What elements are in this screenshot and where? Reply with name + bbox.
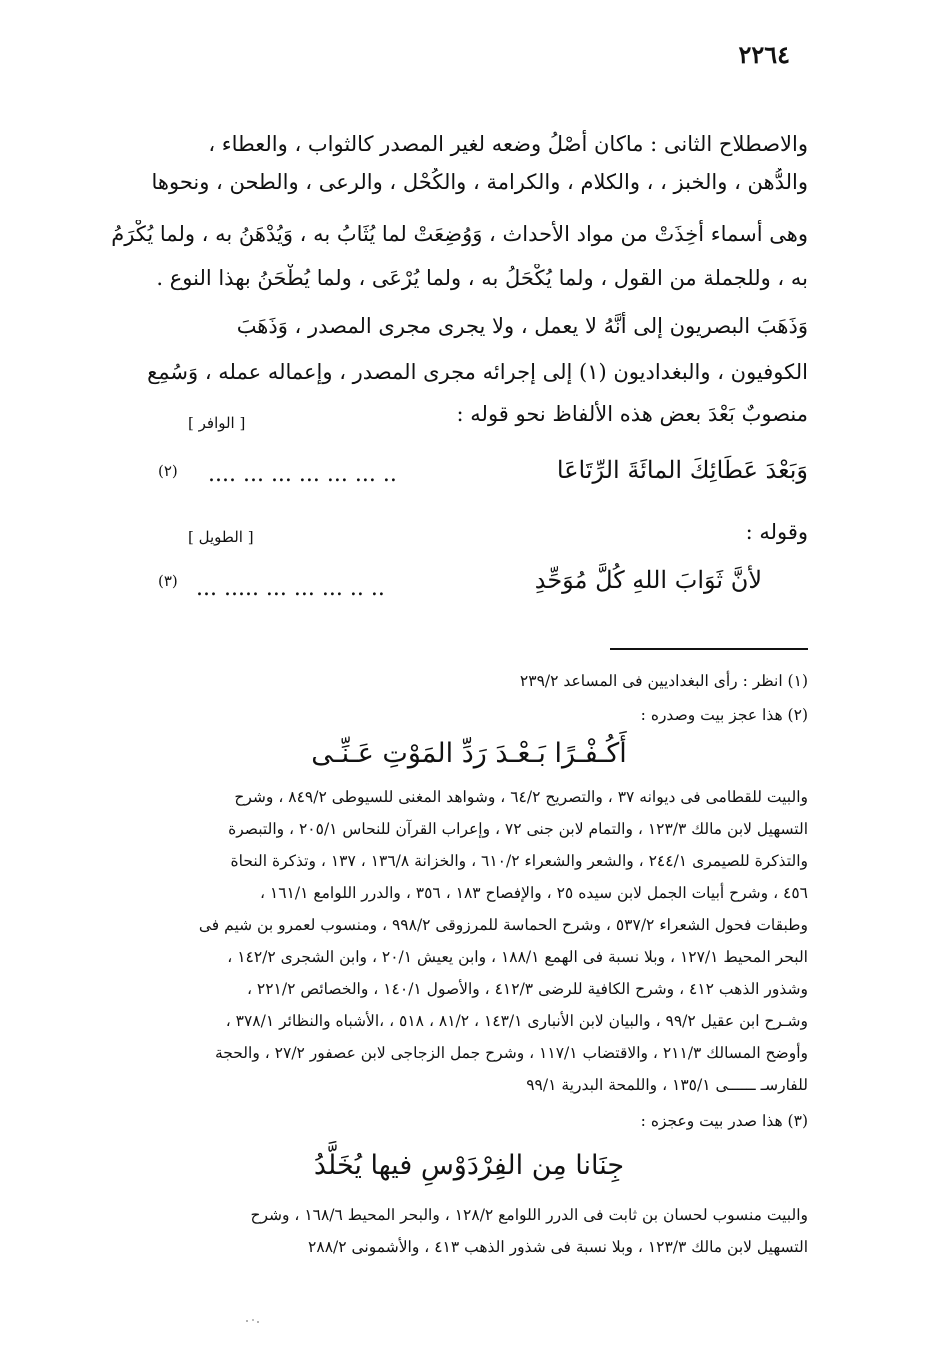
body-line: منصوبٌ بَعْدَ بعض هذه الألفاظ نحو قوله : [456, 402, 808, 426]
footnote-2-line: وشذور الذهب ٤١٢ ، وشرح الكافية للرضى ٤١٢/٣ ، والأصول ١٤٠/١ ، والخصائص ٢٢١/٢ ، [246, 980, 808, 998]
body-line: الكوفيون ، والبغداديون (١) إلى إجرائه مجرى المصدر ، وإعماله عمله ، وَسُمِع [147, 360, 808, 384]
body-line: وَذَهَبَ البصريون إلى أَنَّهُ لا يعمل ، ولا يجرى مجرى المصدر ، وَذَهَبَ [236, 314, 808, 338]
footnote-3-hemistich: جِنَانا مِن الفِرْدَوْسِ فيها يُخَلَّدُ [313, 1150, 625, 1181]
footnote-2-line: وشـرح ابن عقيل ٩٩/٢ ، والبيان لابن الأنبارى ١٤٣/١ ، ٨١/٢ ، ٥١٨ ، ،الأشباه والنظائر ٣٧٨/١ ، [225, 1012, 808, 1030]
body-line: به ، وللجملة من القول ، ولما يُكْحَلُ به ، ولما يُرْعَى ، ولما يُطْحَنُ بهذا النوع . [156, 266, 808, 290]
verse-ellipsis: .... ... ... ... ... ... .. [208, 462, 397, 487]
footnote-2-hemistich: أَكُـفْـرًا بَـعْـدَ رَدِّ المَوْتِ عَـنِّـى [311, 738, 627, 769]
footnote-3-line: والبيت منسوب لحسان بن ثابت فى الدرر اللوامع ١٢٨/٢ ، والبحر المحيط ١٦٨/٦ ، وشرح [250, 1206, 808, 1224]
footnote-2-line: والتذكرة للصيمرى ٢٤٤/١ ، والشعر والشعراء ٦١٠/٢ ، والخزانة ١٣٦/٨ ، ١٣٧ ، وتذكرة النحاة [230, 852, 808, 870]
verse-hemistich: لأنَّ ثَوَابَ اللهِ كُلَّ مُوَحِّدِ [534, 566, 762, 594]
footnote-separator [610, 648, 808, 650]
footnote-2-line: ٤٥٦ ، وشرح أبيات الجمل لابن سيده ٢٥ ، والإفصاح ١٨٣ ، ٣٥٦ ، والدرر اللوامع ١٦١/١ ، [259, 884, 808, 902]
body-line: والاصطلاح الثانى : ماكان أَصْلُ وضعه لغير المصدر كالثواب ، والعطاء ، [208, 132, 808, 156]
page-number: ٢٢٦٤ [738, 40, 790, 69]
footnote-ref: (٢) [158, 462, 178, 480]
footnote-ref: (٣) [158, 572, 178, 590]
meter-label-tawil: [ الطويل ] [188, 528, 254, 546]
verse-ellipsis: ... ..... ... ... ... .. .. [196, 576, 385, 601]
verse-hemistich: وَبَعْدَ عَطَائِكَ المائَةَ الرِّتَاعَا [556, 456, 808, 484]
footnote-2-line: التسهيل لابن مالك ١٢٣/٣ ، والتمام لابن جنى ٧٢ ، وإعراب القرآن للنحاس ٢٠٥/١ ، والتبصرة [228, 820, 808, 838]
footnote-2-line: وطبقات فحول الشعراء ٥٣٧/٢ ، وشرح الحماسة للمرزوقى ٩٩٨/٢ ، ومنسوب لعمرو بن شيم فى [198, 916, 808, 934]
footnote-2-line: البحر المحيط ١٢٧/١ ، وبلا نسبة فى الهمع ١٨٨/١ ، وابن يعيش ٢٠/١ ، وابن الشجرى ١٤٢/٢ ، [227, 948, 808, 966]
footnote-2-line: والبيت للقطامى فى ديوانه ٣٧ ، والتصريح ٦٤/٢ ، وشواهد المغنى للسيوطى ٨٤٩/٢ ، وشرح [234, 788, 808, 806]
footnote-2-intro: (٢) هذا عجز بيت وصدره : [640, 706, 808, 724]
footnote-3-line: التسهيل لابن مالك ١٢٣/٣ ، وبلا نسبة فى شذور الذهب ٤١٣ ، والأشمونى ٢٨٨/٢ [308, 1238, 808, 1256]
scan-speck [244, 1318, 262, 1324]
footnote-3-intro: (٣) هذا صدر بيت وعجزه : [640, 1112, 808, 1130]
body-line: والدُّهن ، والخبز ، ، والكلام ، والكرامة ، والكُحْل ، والرعى ، والطحن ، ونحوها [151, 170, 808, 194]
meter-label-wafir: [ الوافر ] [188, 414, 246, 432]
footnote-2-line: للفارسـ ــــــى ١٣٥/١ ، واللمحة البدرية ٩٩/١ [526, 1076, 808, 1094]
footnote-2-line: وأوضح المسالك ٢١١/٣ ، والاقتضاب ١١٧/١ ، وشرح جمل الزجاجى لابن عصفور ٢٧/٢ ، والحجة [214, 1044, 808, 1062]
body-line: وهى أسماء أُخِذَتْ من مواد الأحداث ، وَوُضِعَتْ لما يُثَابُ به ، وَيُدْهَنُ به ، ولما يُكْرَمُ [111, 222, 808, 246]
verse-intro: وقوله : [745, 520, 808, 544]
footnote-1: (١) انظر : رأى البغداديين فى المساعد ٢٣٩/٢ [519, 672, 808, 690]
